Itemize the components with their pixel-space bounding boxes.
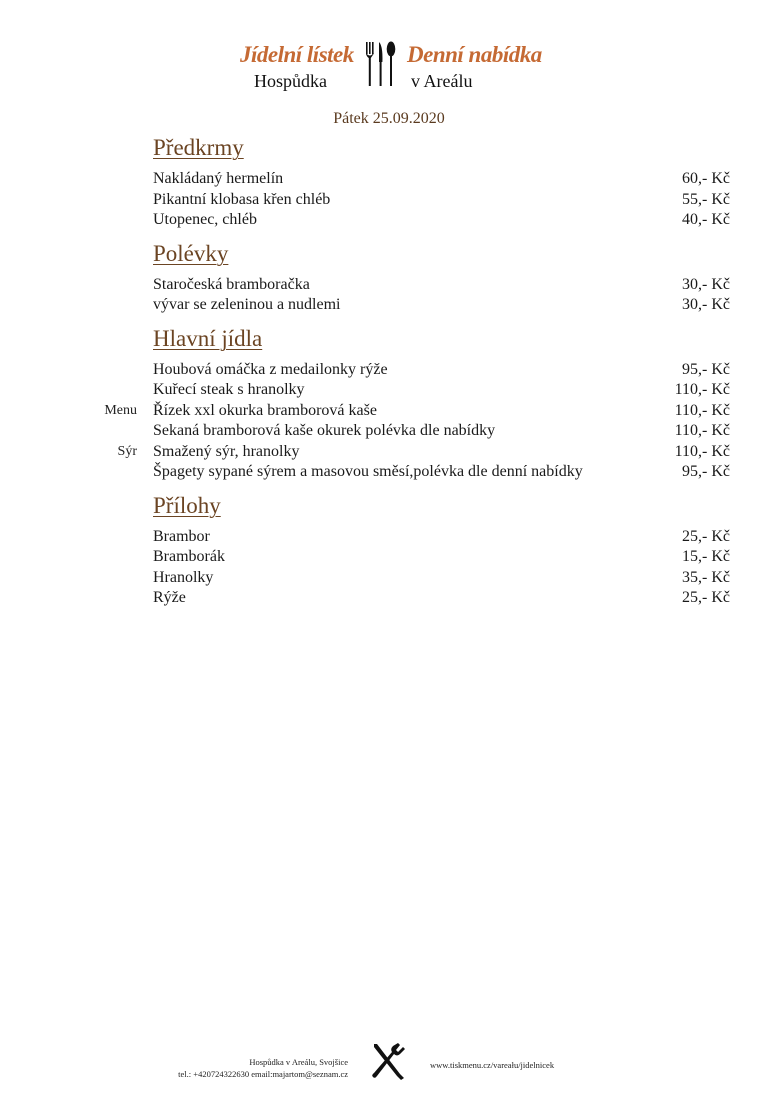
menu-item xyxy=(0,360,778,381)
section-title: Polévky xyxy=(153,240,229,266)
menu-date: Pátek 25.09.2020 xyxy=(333,110,445,127)
footer-url: www.tiskmenu.cz/vareału/jidelnicek xyxy=(430,1060,555,1070)
menu-item-price: 15,- Kč xyxy=(682,548,730,565)
menu-item-name: Kuřecí steak s hranolky xyxy=(153,381,305,398)
menu-item-name: Sekaná bramborová kaše okurek polévka dle nabídky xyxy=(153,422,496,439)
menu-item xyxy=(0,462,778,483)
menu-item-price: 30,- Kč xyxy=(682,296,730,313)
menu-item xyxy=(0,275,778,296)
footer-phone-email: tel.: +420724322630 email:majartom@seznam.cz xyxy=(178,1069,348,1079)
menu-item xyxy=(0,190,778,211)
section-title: Hlavní jídla xyxy=(153,325,263,351)
menu-item-name: Řízek xxl okurka bramborová kaše xyxy=(153,401,377,419)
menu-item-tag: Sýr xyxy=(117,443,137,459)
menu-item-name: Brambor xyxy=(153,527,210,545)
header-script-left: Jídelní lístek xyxy=(240,42,354,67)
header-sub-left: Hospůdka xyxy=(254,71,327,91)
menu-item-price: 95,- Kč xyxy=(682,360,730,378)
menu-item-price: 25,- Kč xyxy=(682,589,730,606)
menu-item-name: vývar se zeleninou a nudlemi xyxy=(153,296,341,313)
menu-item-price: 110,- Kč xyxy=(674,442,730,460)
menu-item-price: 25,- Kč xyxy=(682,527,730,545)
footer-address: Hospůdka v Areálu, Svojšice xyxy=(249,1057,348,1067)
fork-knife-cross-icon xyxy=(368,1040,410,1082)
menu-item-price: 110,- Kč xyxy=(674,422,730,439)
menu-item-price: 35,- Kč xyxy=(682,568,730,586)
menu-item xyxy=(0,380,778,401)
menu-item xyxy=(0,210,778,231)
cutlery-icon xyxy=(364,40,398,88)
menu-item xyxy=(0,295,778,316)
menu-item-name: Hranolky xyxy=(153,568,214,586)
menu-item-name: Staročeská bramboračka xyxy=(153,275,310,293)
menu-item xyxy=(0,547,778,568)
menu-section xyxy=(0,239,778,316)
menu-item-price: 110,- Kč xyxy=(674,381,730,398)
section-title: Přílohy xyxy=(153,492,221,518)
menu-item-name: Houbová omáčka z medailonky rýže xyxy=(153,360,388,378)
menu-body xyxy=(0,133,778,617)
menu-item xyxy=(0,401,778,422)
menu-item-price: 95,- Kč xyxy=(682,463,730,480)
menu-item-price: 60,- Kč xyxy=(682,170,730,187)
menu-item xyxy=(0,169,778,190)
menu-footer xyxy=(0,1040,778,1088)
menu-item-tag: Menu xyxy=(104,402,137,418)
menu-item-name: Pikantní klobasa křen chléb xyxy=(153,190,331,208)
footer-contact xyxy=(178,1056,348,1080)
menu-item-name: Nakládaný hermelín xyxy=(153,170,284,187)
menu-item-price: 40,- Kč xyxy=(682,211,730,228)
menu-item xyxy=(0,588,778,609)
menu-section xyxy=(0,491,778,609)
menu-section xyxy=(0,324,778,483)
header-script-right: Denní nabídka xyxy=(407,42,542,67)
menu-item xyxy=(0,527,778,548)
menu-item xyxy=(0,568,778,589)
menu-section xyxy=(0,133,778,231)
menu-item-price: 30,- Kč xyxy=(682,275,730,293)
menu-item-price: 110,- Kč xyxy=(674,401,730,419)
menu-item-name: Rýže xyxy=(153,589,186,606)
menu-item xyxy=(0,421,778,442)
menu-item xyxy=(0,442,778,463)
menu-item-name: Bramborák xyxy=(153,548,225,565)
header-sub-right: v Areálu xyxy=(411,71,473,91)
menu-item-name: Smažený sýr, hranolky xyxy=(153,442,300,460)
menu-item-name: Špagety sypané sýrem a masovou směsí,polévka dle denní nabídky xyxy=(153,463,583,480)
menu-item-price: 55,- Kč xyxy=(682,190,730,208)
menu-header xyxy=(0,38,778,98)
section-title: Předkrmy xyxy=(153,135,244,160)
menu-item-name: Utopenec, chléb xyxy=(153,211,257,228)
